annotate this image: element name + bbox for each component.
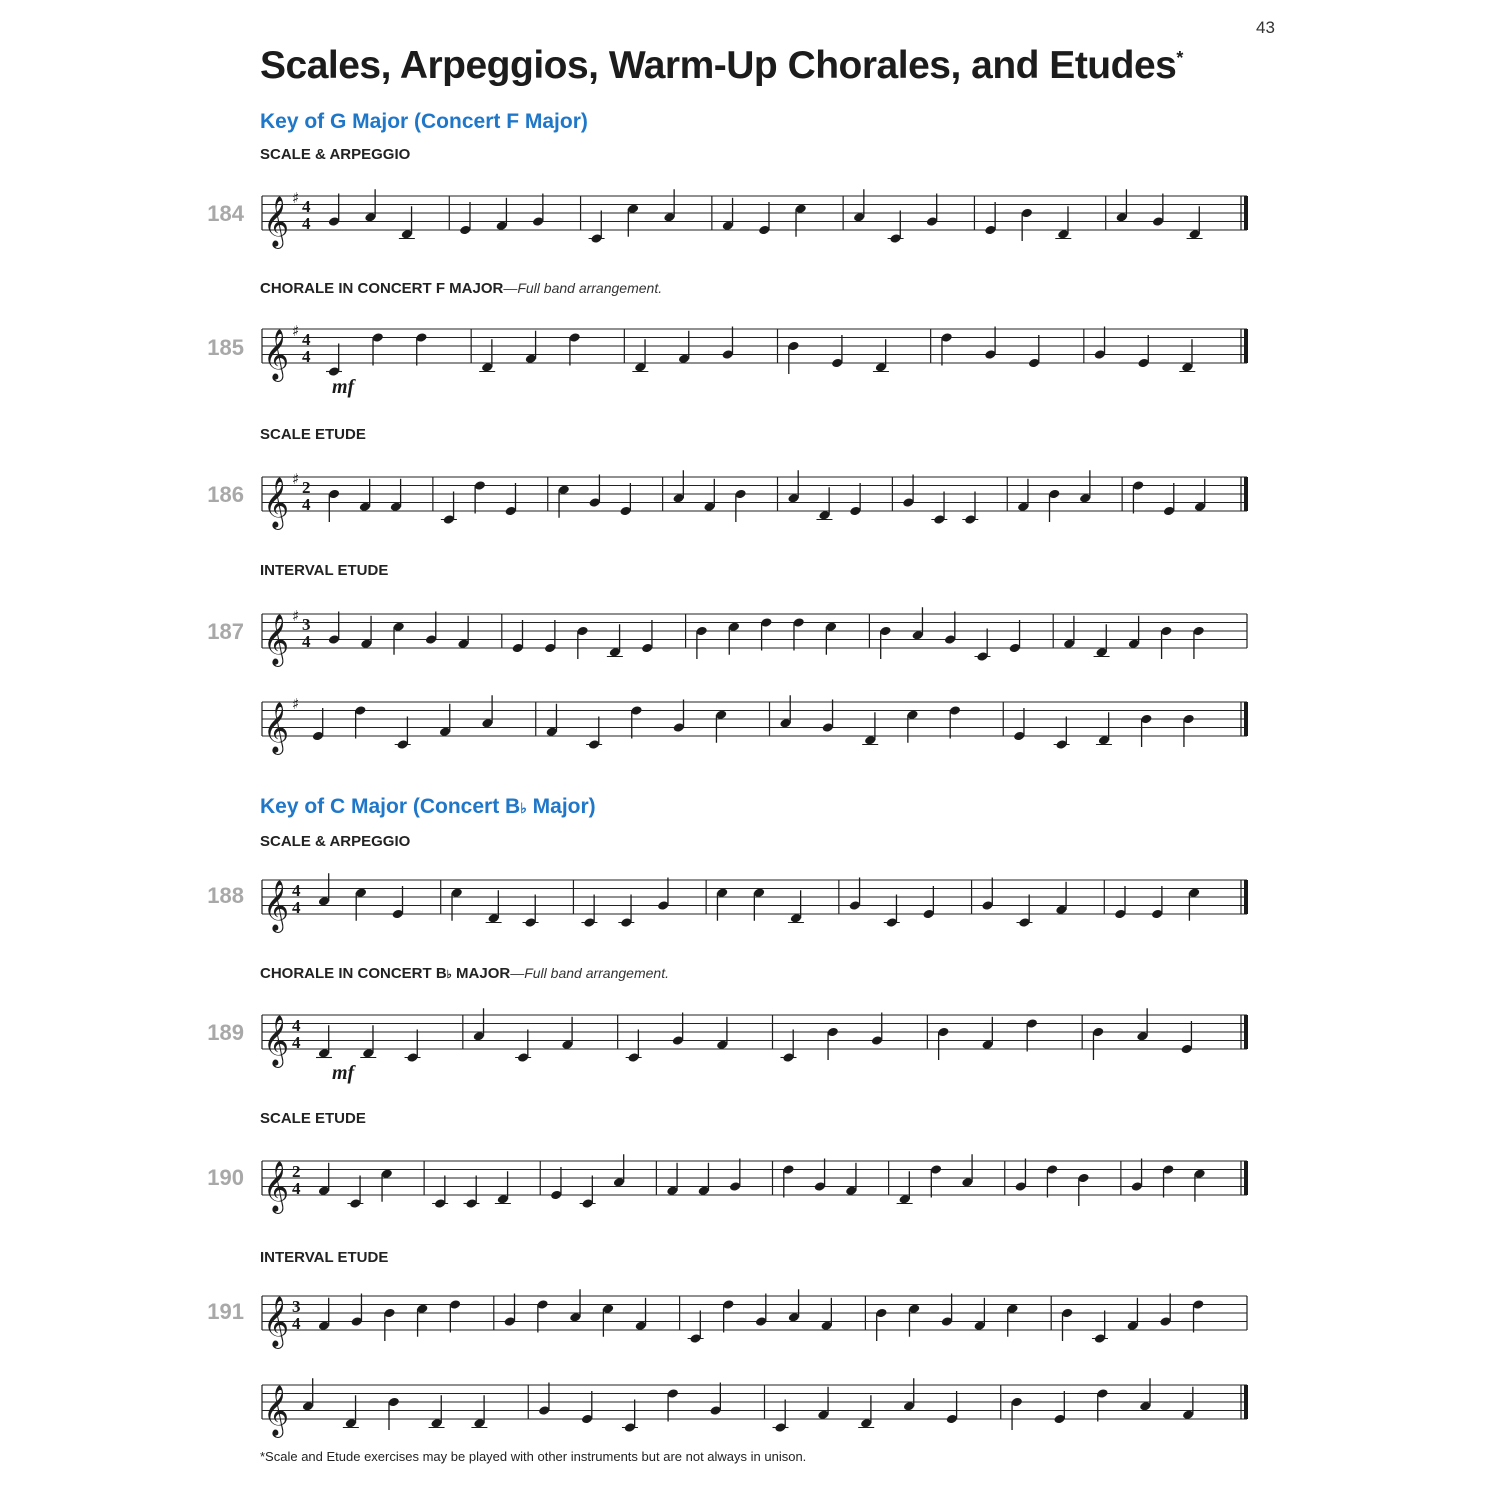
time-signature-top: 4 bbox=[292, 881, 301, 900]
final-barline-thick bbox=[1244, 1015, 1248, 1049]
time-signature-bottom: 4 bbox=[292, 1033, 301, 1052]
sharp-key-signature-icon: ♯ bbox=[292, 322, 300, 340]
treble-clef-icon: 𝄞 bbox=[263, 614, 290, 665]
exercise-185-note: —Full band arrangement. bbox=[503, 280, 663, 296]
treble-clef-icon: 𝄞 bbox=[263, 702, 290, 753]
title-text: Scales, Arpeggios, Warm-Up Chorales, and Etudes bbox=[260, 44, 1177, 87]
exercise-185-title: CHORALE IN CONCERT F MAJOR bbox=[260, 280, 504, 297]
final-barline-thick bbox=[1244, 196, 1248, 230]
final-barline-thick bbox=[1244, 329, 1248, 363]
sharp-key-signature-icon: ♯ bbox=[292, 607, 300, 625]
exercise-189-title-pre: CHORALE IN CONCERT B bbox=[260, 965, 447, 982]
time-signature-bottom: 4 bbox=[302, 347, 311, 366]
sharp-key-signature-icon: ♯ bbox=[292, 189, 300, 207]
final-barline-thick bbox=[1244, 477, 1248, 511]
exercise-187-label: INTERVAL ETUDE bbox=[260, 562, 389, 579]
final-barline-thick bbox=[1244, 1161, 1248, 1195]
title-footnote-marker: * bbox=[1176, 48, 1183, 68]
treble-clef-icon: 𝄞 bbox=[263, 1015, 290, 1066]
time-signature-bottom: 4 bbox=[292, 1179, 301, 1198]
time-signature-bottom: 4 bbox=[302, 632, 311, 651]
exercise-184-number: 184 bbox=[207, 201, 244, 226]
exercise-189-title-post: MAJOR bbox=[451, 965, 511, 982]
exercise-190-label: SCALE ETUDE bbox=[260, 1110, 366, 1127]
time-signature-top: 4 bbox=[302, 197, 311, 216]
exercise-186-label: SCALE ETUDE bbox=[260, 426, 366, 443]
treble-clef-icon: 𝄞 bbox=[263, 1385, 290, 1436]
exercise-186-number: 186 bbox=[207, 482, 244, 507]
exercise-190-number: 190 bbox=[207, 1165, 244, 1190]
key-heading-c-pre: Key of C Major (Concert B bbox=[260, 795, 521, 818]
flat-sign-icon: ♭ bbox=[520, 800, 527, 816]
time-signature-top: 4 bbox=[292, 1016, 301, 1035]
treble-clef-icon: 𝄞 bbox=[263, 329, 290, 380]
key-heading-c-post: Major) bbox=[526, 795, 596, 818]
exercise-189-number: 189 bbox=[207, 1020, 244, 1045]
sharp-key-signature-icon: ♯ bbox=[292, 695, 300, 713]
exercise-189-note: —Full band arrangement. bbox=[510, 965, 669, 981]
treble-clef-icon: 𝄞 bbox=[263, 880, 290, 931]
final-barline-thick bbox=[1244, 880, 1248, 914]
flat-sign-icon: ♭ bbox=[446, 969, 452, 981]
footnote: *Scale and Etude exercises may be played with other instruments but are not always in unison. bbox=[260, 1449, 807, 1464]
treble-clef-icon: 𝄞 bbox=[263, 477, 290, 528]
dynamic-marking: mf bbox=[332, 1062, 355, 1084]
key-heading-g-major: Key of G Major (Concert F Major) bbox=[260, 110, 588, 133]
final-barline-thick bbox=[1244, 702, 1248, 736]
time-signature-bottom: 4 bbox=[292, 898, 301, 917]
exercise-187-number: 187 bbox=[207, 619, 244, 644]
dynamic-marking: mf bbox=[332, 376, 355, 398]
treble-clef-icon: 𝄞 bbox=[263, 196, 290, 247]
time-signature-bottom: 4 bbox=[302, 214, 311, 233]
exercise-191-number: 191 bbox=[207, 1299, 244, 1324]
time-signature-top: 4 bbox=[302, 330, 311, 349]
time-signature-bottom: 4 bbox=[292, 1314, 301, 1333]
exercise-184-label: SCALE & ARPEGGIO bbox=[260, 146, 411, 163]
sharp-key-signature-icon: ♯ bbox=[292, 470, 300, 488]
exercise-188-number: 188 bbox=[207, 883, 244, 908]
time-signature-top: 3 bbox=[292, 1297, 301, 1316]
final-barline-thick bbox=[1244, 1385, 1248, 1419]
exercise-191-label: INTERVAL ETUDE bbox=[260, 1249, 389, 1266]
treble-clef-icon: 𝄞 bbox=[263, 1161, 290, 1212]
treble-clef-icon: 𝄞 bbox=[263, 1296, 290, 1347]
time-signature-top: 2 bbox=[292, 1162, 301, 1181]
time-signature-bottom: 4 bbox=[302, 495, 311, 514]
exercise-188-label: SCALE & ARPEGGIO bbox=[260, 833, 411, 850]
exercise-185-number: 185 bbox=[207, 335, 244, 360]
time-signature-top: 3 bbox=[302, 615, 311, 634]
page-number: 43 bbox=[1256, 18, 1275, 37]
time-signature-top: 2 bbox=[302, 478, 311, 497]
